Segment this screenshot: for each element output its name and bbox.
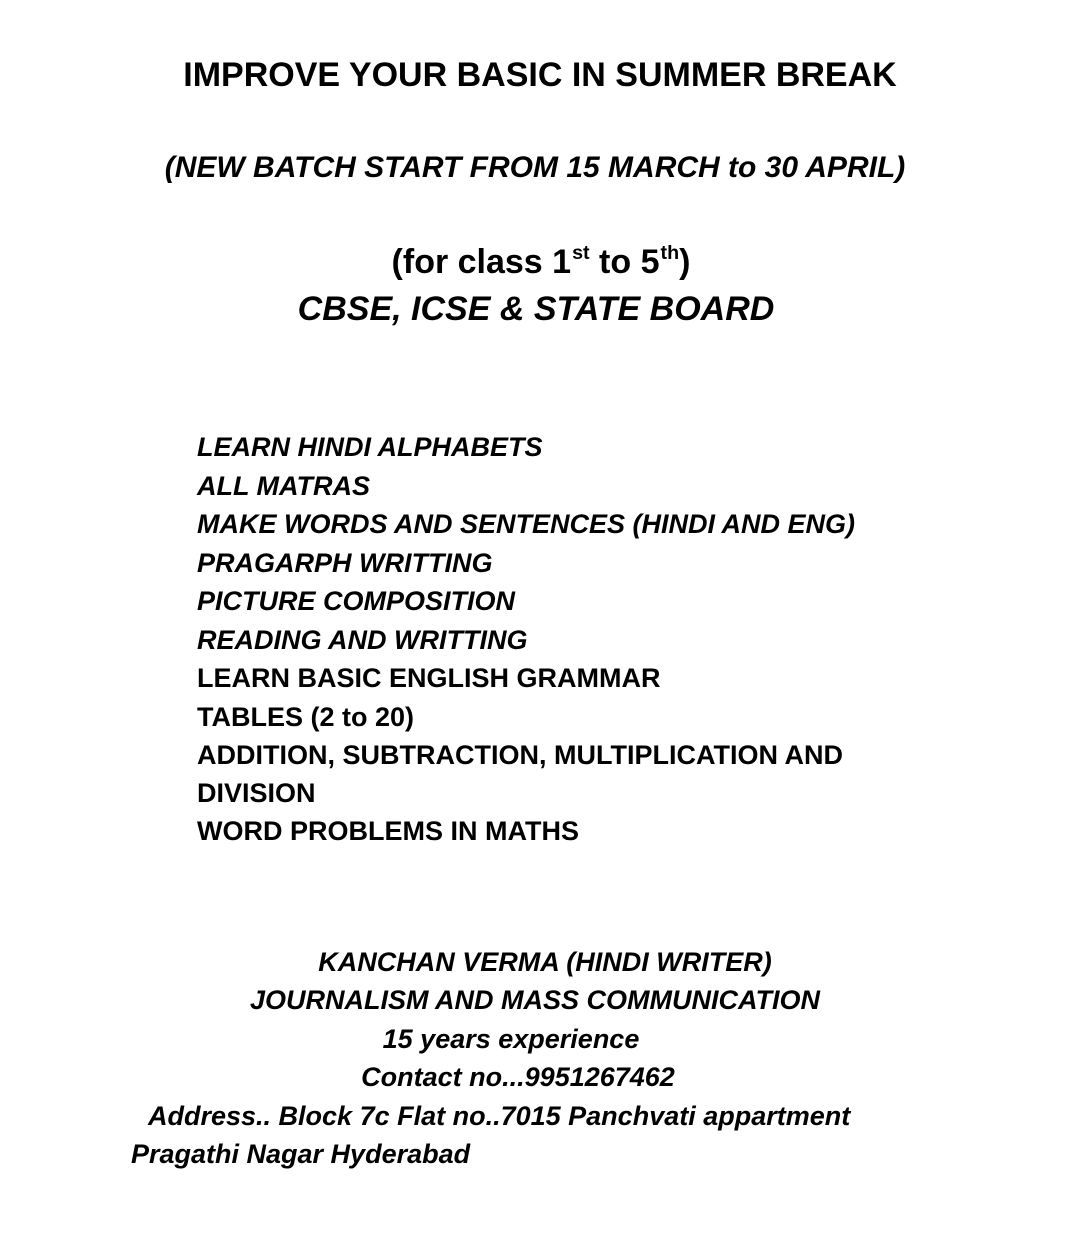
address-line-1: Address.. Block 7c Flat no..7015 Panchvati appartment <box>148 1101 851 1131</box>
teacher-qualification: JOURNALISM AND MASS COMMUNICATION <box>250 985 820 1015</box>
topic-item: LEARN HINDI ALPHABETS <box>197 432 543 462</box>
flyer-title: IMPROVE YOUR BASIC IN SUMMER BREAK <box>183 56 897 94</box>
class-range-superscript-th: th <box>660 241 680 264</box>
contact-number: Contact no...9951267462 <box>361 1062 675 1092</box>
topic-item: TABLES (2 to 20) <box>197 702 415 732</box>
topic-item: LEARN BASIC ENGLISH GRAMMAR <box>197 663 661 693</box>
teacher-name: KANCHAN VERMA (HINDI WRITER) <box>318 947 772 977</box>
topic-item: READING AND WRITTING <box>197 625 528 655</box>
topic-item: PICTURE COMPOSITION <box>197 586 516 616</box>
topic-item: MAKE WORDS AND SENTENCES (HINDI AND ENG) <box>197 509 856 539</box>
teacher-experience: 15 years experience <box>382 1024 640 1054</box>
class-range-suffix: ) <box>679 243 691 281</box>
address-line-2: Pragathi Nagar Hyderabad <box>131 1139 471 1169</box>
class-range-middle: to 5 <box>589 243 660 281</box>
topic-item: WORD PROBLEMS IN MATHS <box>197 816 579 846</box>
topic-item: ADDITION, SUBTRACTION, MULTIPLICATION AND <box>197 740 843 770</box>
class-range-prefix: (for class 1 <box>391 243 572 281</box>
topic-item: PRAGARPH WRITTING <box>197 548 493 578</box>
class-range <box>0 241 1080 281</box>
topic-item: ALL MATRAS <box>197 471 370 501</box>
batch-dates: (NEW BATCH START FROM 15 MARCH to 30 APRIL) <box>164 151 906 184</box>
class-range-superscript-st: st <box>572 241 590 264</box>
topic-item: DIVISION <box>197 778 316 808</box>
boards-line: CBSE, ICSE & STATE BOARD <box>297 290 775 328</box>
